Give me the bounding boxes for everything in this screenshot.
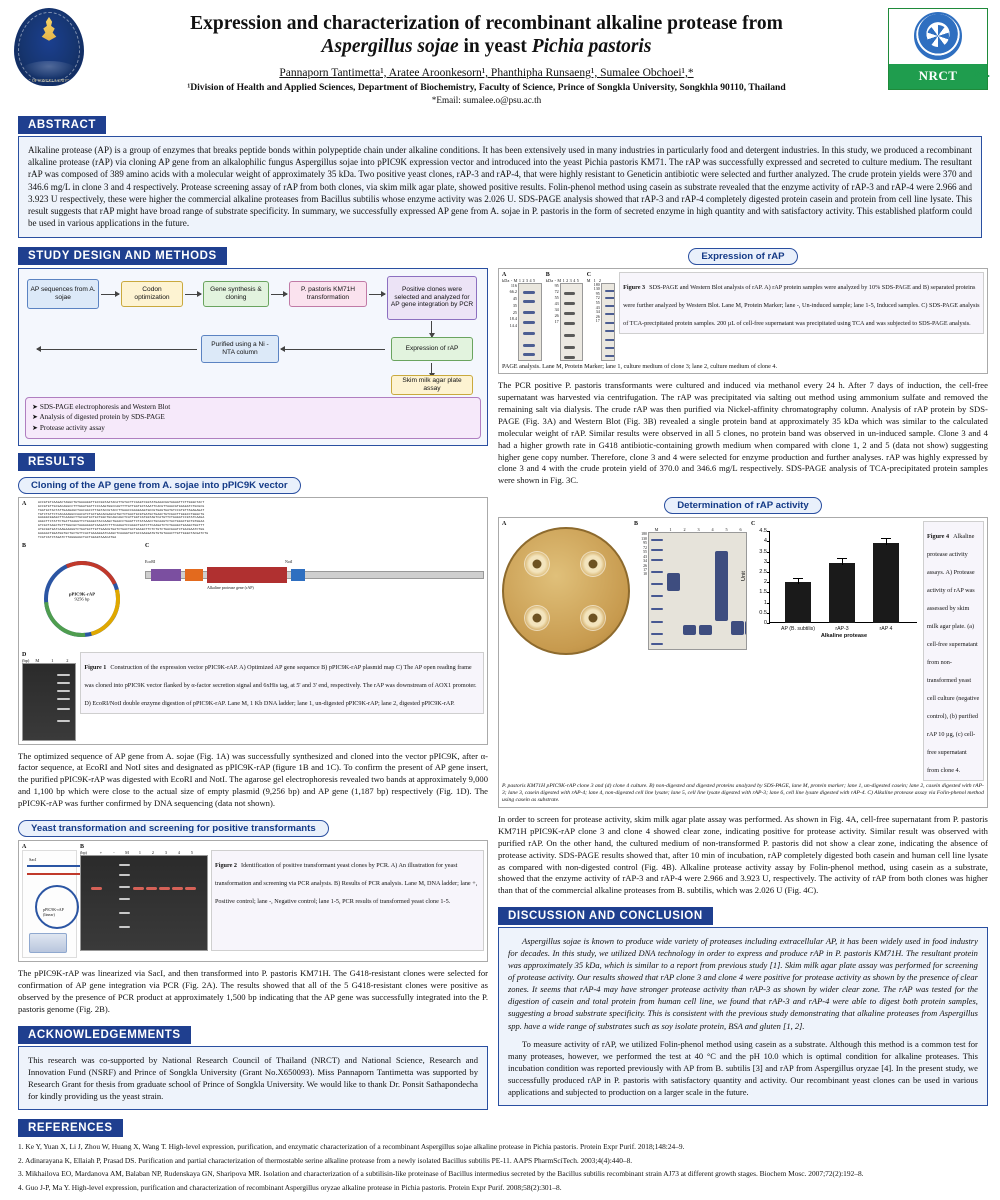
chart-ytick-5: 2.5 <box>751 569 767 575</box>
main-columns <box>18 246 988 1111</box>
yeast-subsection <box>18 818 488 1015</box>
figure2-gel-lane-labels: (bp) + - M 1 2 3 4 5 <box>79 849 194 855</box>
figure2-gel-image <box>80 855 208 951</box>
psu-logo <box>10 8 88 86</box>
figure1-panel-c-label: C <box>145 542 150 549</box>
references-list <box>18 1141 982 1193</box>
reference-item-0: 1. Ke Y, Yuan X, Li J, Zhou W, Huang X, Wang T. High-level expression, purification, and enzymatic characterization of a recombinant Aspergillus sojae alkaline protease in Pichia pastoris. Protein Expr Purif. 2018;148:24–9. <box>18 1142 685 1152</box>
figure3-marker-c: 180 130 95 72 55 43 34 26 17 <box>593 281 600 324</box>
figure3-footer: PAGE analysis. Lane M, Protein Marker; lane 1, culture medium of clone 3; lane 2, culture medium of clone 4. <box>502 362 778 370</box>
acknowledgements-text: This research was co-supported by National Research Council of Thailand (NRCT) and National Science, Research and Innovation Fund (NSRF) and Prince of Songkla University (Grant No.X650093). Miss Pannaporn Tantimetta was supported by Research Grant for thesis from graduate school of Prince of Songkla University. We would like to thank Dr. Ponsit Sathapondecha for kindly providing us the yeast strain. <box>18 1046 488 1110</box>
activity-body-text: In order to screen for protease activity, skim milk agar plate assay was performed. As shown in Fig. 4A, cell-free supernatant from P. pastoris KM71H pPIC9K-rAP clone 3 and clone 4 showed clear zone, indicating positive for protease activity. Similar result was observed with purified rAP. On the other hand, the cultured medium of non-transformed P. pastoris did not show a clear zone, indicating the absence of protease activity. SDS-PAGE results showed that, after 10 min of incubation, rAP completely digested both casein and human cell line lysate as compared with non-digested control (Fig. 4B). Alkaline protease activity assay by Folin-phenol method, using casein as a substrate, showed that the enzyme activity of rAP-3 and rAP-4 were 2.966 and 3.923 U, respectively. The activity of rAP from both clones was higher than that of the commercial alkaline proteases from B. subtilis, which was 2.026 U (Fig. 4C). <box>498 814 988 896</box>
figure1-caption <box>80 652 484 714</box>
flow-step-skim-milk-assay: Skim milk agar plate assay <box>391 375 473 395</box>
plate-zone-a <box>524 551 550 577</box>
flow-arrow-5 <box>431 321 432 337</box>
psu-seal-caption: PRINCE OF SONGKLA UNIVERSITY <box>16 79 82 84</box>
left-column <box>18 246 488 1111</box>
protease-activity-chart <box>740 527 919 640</box>
nrct-thai-label: วช. <box>970 65 990 80</box>
results-heading: RESULTS <box>18 453 95 471</box>
authors-line: Pannaporn Tantimetta¹, Aratee Aroonkesorn¹, Phanthipha Runsaeng¹, Sumalee Obchoei¹,* <box>279 66 694 79</box>
flow-step-ap-sequences: AP sequences from A. sojae <box>27 279 99 309</box>
flow-arrow-8 <box>37 349 197 350</box>
figure3-caption <box>619 272 984 334</box>
figure3-block <box>498 268 988 375</box>
chart-xtick-1: rAP-3 <box>835 626 849 633</box>
figure4-caption <box>923 521 984 781</box>
acknowledgements-section <box>18 1025 488 1110</box>
discussion-paragraph-1: Aspergillus sojae is known to produce wide variety of proteases including extracellular AP, it has been widely used in food industry for decades. In this study, we utilized DNA technology in order to express and produce rAP in P. pastoris KM71H. The resultant protein was approximately 35 kDa, which is similar to a report from previous study [1]. Skim milk agar plate assay was performed for screening of protease activity. Our results showed that rAP clone 3 and clone 4 were positive for protease activity as shown by the presence of clear zones. It seems that rAP-4 may have stronger protease activity than rAP-3 as shown by wider clear zone. The rAP was tested for the digestion of casein and total protein from human cell line, we found that rAP-3 and rAP-4 were able to digest both protein samples, suggesting a broad substrate specificity. This is consistent with the previous study demonstrating that alkaline proteases from Aspergillus spp. have a wide range of substrates such as soy isolate protein, BSA and gluten [1, 2]. <box>508 936 978 1031</box>
methods-heading: STUDY DESIGN AND METHODS <box>18 247 227 265</box>
reference-item-1: 2. Adinarayana K, Ellaiah P, Prasad DS. Purification and partial characterization of thermostable serine alkaline protease from a newly isolated Bacillus subtilis PE-11. AAPS PharmSciTech. 2003;4(4):440–8. <box>18 1155 633 1165</box>
acknowledgements-heading: ACKNOWLEDGEMMENTS <box>18 1026 191 1044</box>
chart-bar-0 <box>785 582 811 623</box>
figure1-panel-c <box>145 543 484 649</box>
figure4-panel-a <box>502 521 630 655</box>
illustration-label-saci: SacI <box>29 856 37 862</box>
figure3-lane-header-a: kDa - M 1 2 3 4 5 <box>502 277 536 283</box>
figure4-panel-a-label: A <box>502 521 507 528</box>
figure4-gel-caption: P. pastoris KM71H pPIC9K-rAP clone 3 and (d) clone 4 culture. B) non-digested and digested proteins analyzed by SDS-PAGE, lane M, protein marker; lane 1, un-digested casein; lane 2, casein digested with rAP-3; lane 3, casein digested with rAP-4; lane 4, non-digested cell line lysate; lane 5, cell line lysate digested with rAP-3; lane 6, cell line lysate digested with rAP-4. C) Alkaline protease assay via Folin-phenol method using casein as substrate. <box>502 783 984 804</box>
cloning-subheading: Cloning of the AP gene from A. sojae into pPIC9K vector <box>18 477 301 494</box>
figure3-gel-c <box>601 283 615 361</box>
nrct-label: NRCT <box>889 64 987 89</box>
flow-arrow-1 <box>101 294 119 295</box>
figure3-caption-text: SDS-PAGE and Western Blot analysis of rAP. A) rAP protein samples were analyzed by 10% SDS-PAGE and B) separated proteins were further analyzed by Western Blot. Lane M, Protein Marker; lane -, Un-induced sample; lane 1-5, Induced samples. C) SDS-PAGE analysis of TCA-precipitated protein samples. 200 µL of cell-free supernatant was precipitated using TCA and was subjected to SDS-PAGE analysis. <box>623 283 980 327</box>
cloning-subsection <box>18 475 488 810</box>
abstract-section <box>18 115 982 238</box>
activity-subsection-head <box>498 495 988 514</box>
figure3-title: Figure 3 <box>623 283 646 291</box>
figure2-panel-b <box>80 844 484 958</box>
figure1-panel-a-label: A <box>22 501 27 508</box>
chart-xlabel: Alkaline protease <box>820 633 868 640</box>
nrct-emblem-icon <box>914 12 962 60</box>
chart-ytick-6: 3 <box>751 559 767 565</box>
figure2-panel-b-label: B <box>79 843 84 850</box>
figure4-panel-c <box>740 521 919 640</box>
figure1-block <box>18 497 488 745</box>
skim-milk-agar-plate <box>502 527 630 655</box>
figure1-panel-d <box>22 652 76 741</box>
construct-diagram: EcoRI NotI Alkaline protease gene (rAP) <box>145 559 484 593</box>
expression-subheading: Expression of rAP <box>688 248 797 265</box>
flow-step-pcr-screening: Positive clones were selected and analyzed for AP gene integration by PCR <box>387 276 477 320</box>
expression-body-text: The PCR positive P. pastoris transformants were cultured and induced via methanol every 24 h. After 7 days of induction, the cell-free supernatant was harvested via centrifugation. The rAP was precipitated via salting out method using ammonium sulfate and removed the remaining salt via dialysis. The crude rAP was then purified via Nickel-affinity chromatography column. Analysis of rAP protein by SDS-PAGE (Fig. 3A) and Western Blot (Fig. 3B) revealed a single protein band at approximately 35 kDa which was similar to the calculated molecular weight of rAP. Similar results were observed in all 5 clones, no protein band was observed in un-induced sample. Clone 3 and 4 had a higher growth rate in G418 antibiotic-containing growth medium when compared with clone 1, 2 and 5 (data not show) suggesting higher gene copy number. Therefore, clone 3 and 4 were selected for enzyme production and further analyses. rAP was highly expressed by clone 3 and 4 with the crude protein yield of 370.0 and 346.6 mg/L respectively. SDS-PAGE analysis of TCA-precipitated protein samples were shown in Fig. 3C. <box>498 380 988 486</box>
flow-arrow-4 <box>369 294 385 295</box>
discussion-heading: DISCUSSION AND CONCLUSION <box>498 907 713 925</box>
yeast-subheading: Yeast transformation and screening for positive transformants <box>18 820 329 837</box>
expression-subsection-head <box>498 246 988 265</box>
figure4-gel-lane-labels: M 1 2 3 4 5 6 <box>654 527 742 533</box>
abstract-heading: ABSTRACT <box>18 116 106 134</box>
plate-zone-d <box>580 605 606 631</box>
cloning-body-text: The optimized sequence of AP gene from A. sojae (Fig. 1A) was successfully synthesized and cloned into the vector pPIC9K, after α-factor sequence, at EcoRI and NotI sites and designated as pPIC9K-rAP (figure 1B and 1C). To confirm the present of AP gene insert, the purified pPIC9K-rAP was digested with EcoRI and NotI. The agarose gel electrophoresis revealed two bands at approximately 9,000 and 1,100 bp which were close to the actual size of empty plasmid (9,256 bp) and AP gene (1,187 bp) respectively (Fig. 1D). The pPIC9K-rAP was further confirmed by DNA sequencing (data not shown). <box>18 750 488 809</box>
affiliation-line: ¹Division of Health and Applied Sciences, Department of Biochemistry, Faculty of Science, Prince of Songkla University, Songkhla 90110, Thailand <box>187 81 786 93</box>
flow-step-transformation: P. pastoris KM71H transformation <box>289 281 367 307</box>
chart-bar-2 <box>873 543 899 623</box>
discussion-paragraph-2: To measure activity of rAP, we utilized Folin-phenol method using casein as a substrate. Although this method is a common test for many proteases, however, we performed the test at 40 °C and the pH 10.0 which is optimal condition for alkaline proteases. This incubation condition was reported previously with AP from B. subtilis [3] and rAP from Aspergillus oryzae [4]. In the present study, we successfully produced rAP in P. pastoris with satisfactory quantity and activity. Our recombinant yeast clones can be used in various applications and subjected to production on a larger scale in the future. <box>508 1038 978 1097</box>
figure4-gel-marker: 180 130 95 72 55 43 34 26 17 10 <box>641 532 647 577</box>
references-section <box>18 1118 982 1137</box>
page-title: Expression and characterization of recombinant alkaline protease from Aspergillus sojae in yeast Pichia pastoris <box>190 13 783 58</box>
plasmid-map-diagram: pPIC9K-rAP 9256 bp <box>34 551 130 647</box>
figure4-block <box>498 517 988 808</box>
figure1-gel-image <box>22 663 76 741</box>
flow-arrow-2 <box>185 294 201 295</box>
figure2-caption-text: Identification of positive transformant yeast clones by PCR. A) An illustration for yeast transformation and screening via PCR analysis. B) Results of PCR analysis. Lane M, DNA ladder; lane +, Positive control; lane -, Negative control; lane 1-5, PCR results of transformed yeast clone 1-5. <box>214 861 478 905</box>
illustration-label-linear: pPIC9K-rAP (linear) <box>43 906 64 917</box>
figure1-panel-b-label: B <box>22 542 27 549</box>
figure3-marker-b: 95 72 55 43 34 26 17 <box>554 282 559 325</box>
figure4-gel-image <box>648 532 747 650</box>
flow-step-purification: Purified using a Ni - NTA column <box>201 335 279 363</box>
chart-xtick-0: AP (B. subtilis) <box>781 626 815 633</box>
flow-step-gene-synthesis: Gene synthesis & cloning <box>203 281 269 307</box>
figure4-panel-c-label: C <box>751 521 756 528</box>
email-line: *Email: sumalee.o@psu.ac.th <box>431 94 542 105</box>
activity-subheading: Determination of rAP activity <box>664 497 822 514</box>
figure3-lane-header-b: kDa - M 1 2 3 4 5 <box>545 277 580 283</box>
reference-item-2: 3. Mikhailova EO, Mardanova AM, Balaban NP, Rudenskaya GN, Sharipova MR. Isolation and characterization of a subtilisin-like proteinase of Bacillus intermedius secreted by the Bacillus subtilis recombinant strain AJ73 at different growth stages. Biochem Mosc. 2007;72(2):192–8. <box>18 1169 864 1179</box>
flow-arrow-3 <box>271 294 287 295</box>
figure1-title: Figure 1 <box>84 663 107 671</box>
flow-step-codon-optimization: Codon optimization <box>121 281 183 307</box>
figure2-panel-a-label: A <box>22 843 27 850</box>
flow-step-expression: Expression of rAP <box>391 337 473 361</box>
figure4-panel-b-label: B <box>634 521 639 528</box>
plate-zone-b <box>580 551 606 577</box>
chart-ylabel: Unit <box>740 571 747 582</box>
figure3-panel-c-label: C <box>586 271 592 278</box>
psu-seal-icon <box>14 8 84 86</box>
figure3-marker-a: 116 66.2 45 35 25 18.4 14.4 <box>509 282 517 328</box>
figure1-panel-b <box>22 543 142 649</box>
figure1-caption-text: Construction of the expression vector pPIC9K-rAP. A) Optimized AP gene sequence B) pPIC9K-rAP plasmid map C) The AP open reading frame was cloned into pPIC9K vector flanked by α-factor secretion signal and 6xHis tag, at 5' and 3' end, respectively. The rAP was downstream of AOX1 promoter. D) EcoRI/NotI double enzyme digestion of pPIC9K-rAP. Lane M, 1 Kb DNA ladder; lane 1, un-digested pPIC9K-rAP; lane 2, digested pPIC9K-rAP. <box>84 663 477 707</box>
figure3-gel-a <box>518 283 542 361</box>
chart-ytick-0: 0 <box>751 620 767 626</box>
title-block <box>88 8 885 105</box>
reference-item-3: 4. Guo J-P, Ma Y. High-level expression, purification and characterization of recombinant Aspergillus oryzae alkaline protease in Pichia pastoris. Protein Expr Purif. 2008;58(2):301–8. <box>18 1182 562 1192</box>
figure4-panel-b <box>634 521 747 650</box>
figure2-title: Figure 2 <box>214 861 238 869</box>
methods-bullets <box>25 397 481 439</box>
methods-bullet-0: ➤ SDS-PAGE electrophoresis and Western Blot <box>32 402 171 411</box>
figure3-blot-b <box>560 283 583 361</box>
figure2-block <box>18 840 488 962</box>
figure3-panel-a <box>502 272 542 361</box>
methods-diagram <box>18 268 488 446</box>
chart-ytick-7: 3.5 <box>751 549 767 555</box>
figure1-panel-d-label: D <box>22 651 27 658</box>
chart-ytick-4: 2 <box>751 579 767 585</box>
chart-ytick-3: 1.5 <box>751 589 767 595</box>
figure2-panel-a <box>22 844 77 958</box>
chart-ytick-8: 4 <box>751 538 767 544</box>
right-column <box>498 246 988 1106</box>
nrct-logo <box>885 8 990 90</box>
chart-xtick-2: rAP 4 <box>879 626 893 633</box>
figure3-panel-b-label: B <box>545 271 550 278</box>
workflow-flowchart <box>25 275 481 395</box>
figure3-panel-c: C M 1 2 180 130 95 72 55 43 34 26 17 <box>587 272 615 361</box>
abstract-text: Alkaline protease (AP) is a group of enzymes that breaks peptide bonds within polypeptide chain under alkaline conditions. It has been extensively used in many industries in particularly food and detergent industries. In this study, we produced a recombinant alkaline protease (rAP) via cloning AP gene from an alkalophilic fungus Aspergillus sojae into pPIC9K expression vector and introduced into the yeast Pichia pastoris KM71. The rAP was successfully expressed and secreted to culture medium. The resultant rAP was composed of 389 amino acids with a molecular weight of approximately 35 kDa. Two positive yeast clones, rAP-3 and rAP-4, that were highly resistant to Geneticin antibiotic were selected and further analyzed. The crude protein yields were 370 and 346.6 mg/L in clone 3 and 4 respectively. Protease screening assay of rAP from both clones, via skim milk agar plate, showed positive results. Folin-phenol method using casein as substrate revealed that the enzyme activity of rAP-3 and rAP-4 were 2.966 and 3.923 U respectively, these were higher the commercial alkaline proteases from Bacillus subtilis whose enzyme activity was 2.026 U. SDS-PAGE analysis showed that rAP-3 and rAP-4 completely digested protein casein and protein from cell line lysate. This result suggests that rAP might have broad range of substrate specificity. In summary, we successfully expressed AP gene from A. sojae in P. pastoris in the form of secreted enzyme in high quantity and with satisfactory activity. This established platform could be used in various applications in the future. <box>18 136 982 238</box>
methods-bullet-2: ➤ Protease activity assay <box>32 424 105 433</box>
transformation-illustration <box>22 850 77 958</box>
discussion-section <box>498 906 988 1106</box>
poster-header <box>0 0 1000 109</box>
figure3-panel-a-label: A <box>502 271 507 278</box>
yeast-body-text: The pPIC9K-rAP was linearized via SacI, and then transformed into P. pastoris KM71H. The G418-resistant clones were selected for confirmation of AP gene integration via PCR (Fig. 2A). The results showed that all of the 5 G418-resistant clones were positive as observed by the presence of PCR product at approximately 1,500 bp indicating that the AP gene was successfully integrated into the P. pastoris genome (Fig. 2B). <box>18 967 488 1014</box>
chart-ytick-9: 4.5 <box>751 528 767 534</box>
chart-ytick-2: 1 <box>751 600 767 606</box>
plate-zone-c <box>524 605 550 631</box>
references-heading: REFERENCES <box>18 1119 123 1137</box>
chart-bar-1 <box>829 563 855 624</box>
figure1-gel-lane-labels: (bp) M 1 2 <box>22 657 69 663</box>
figure4-title: Figure 4 <box>927 533 950 541</box>
figure4-caption-text: Alkaline protease activity assays. A) Protease activity of rAP was assessed by skim milk agar plate. (a) cell-free supernatant from non-transformed yeast cell culture (negative control), (b) purified rAP 10 µg, (c) cell-free supernatant from clone 4. <box>927 533 980 775</box>
chart-ytick-1: 0.5 <box>751 610 767 616</box>
discussion-panel <box>498 927 988 1106</box>
methods-bullet-1: ➤ Analysis of digested protein by SDS-PAGE <box>32 413 165 422</box>
figure3-panel-b <box>546 272 583 361</box>
flow-arrow-7 <box>281 349 385 350</box>
figure1-sequence: ACCGTGTCAAGACTAGGCTGTGAAAGGTTGCCGGTAATACATTGTACTTCAAGTCGGTATGAAACGGTAGAATTCTTGGGCTACT GCCGTGTTGCGACAGGCCTTTGGATGATTCCCAAGTGGCCAGTTTTGTTGATGCTAAATTCACGTTAAACGTGAAGATCTGCGCG TGATGCTACTATTGAAGAGCTAACAACCTTAGTACCGTACCTTGAACCAAAGAAGTGCCGTGAGTGATGTCCATGTTAGAGAGAT TGTCTATTCTCACAAAGGCCAACATCTACTGACACGAGCATGCTCTGACTGCGTGATGCTGAACTGTCGACTTGGGCCTGGGCTG GAAGGCGGAGCTTCAAAGCTTGCAATGCTGCTGGCTGCAGCAGCTCATTGGTCATGGTAGTCATGTTCTGAGATCCGTATCAAGA AGGCTTCTATTCTGATTAAGGTTCTGAAGCTACCAAGCTGAACCTGAGTTCTATAAACCTGCAAGTCTACTGGACTGCTGTGGAA GTCGCTAAGCTGTTTGGCGCTAAGAAGATCAAGATCTTTCAAGATCCAAGCTGATCTTCAAGATCTCTGAAGCTGAAGCTGGTTT ATGCGGTGATCAAGAAAGGTCTGATGCTTGTTGAACGTGATCTGACTGCTGAAGCTTCTCTGTCTGACGAATCTGACGAATCTGG GAAAACTGGATGGTGCTGCTGTTCACTAAAAGGATCAAGCTCAAGGTGCTACCAAGGATGTGTGTAAACTTGTTGGGCTACGATCTG TCATCATCTAGATCTTAGGGAGCTACTAGAGTAAACATGA <box>38 500 209 539</box>
